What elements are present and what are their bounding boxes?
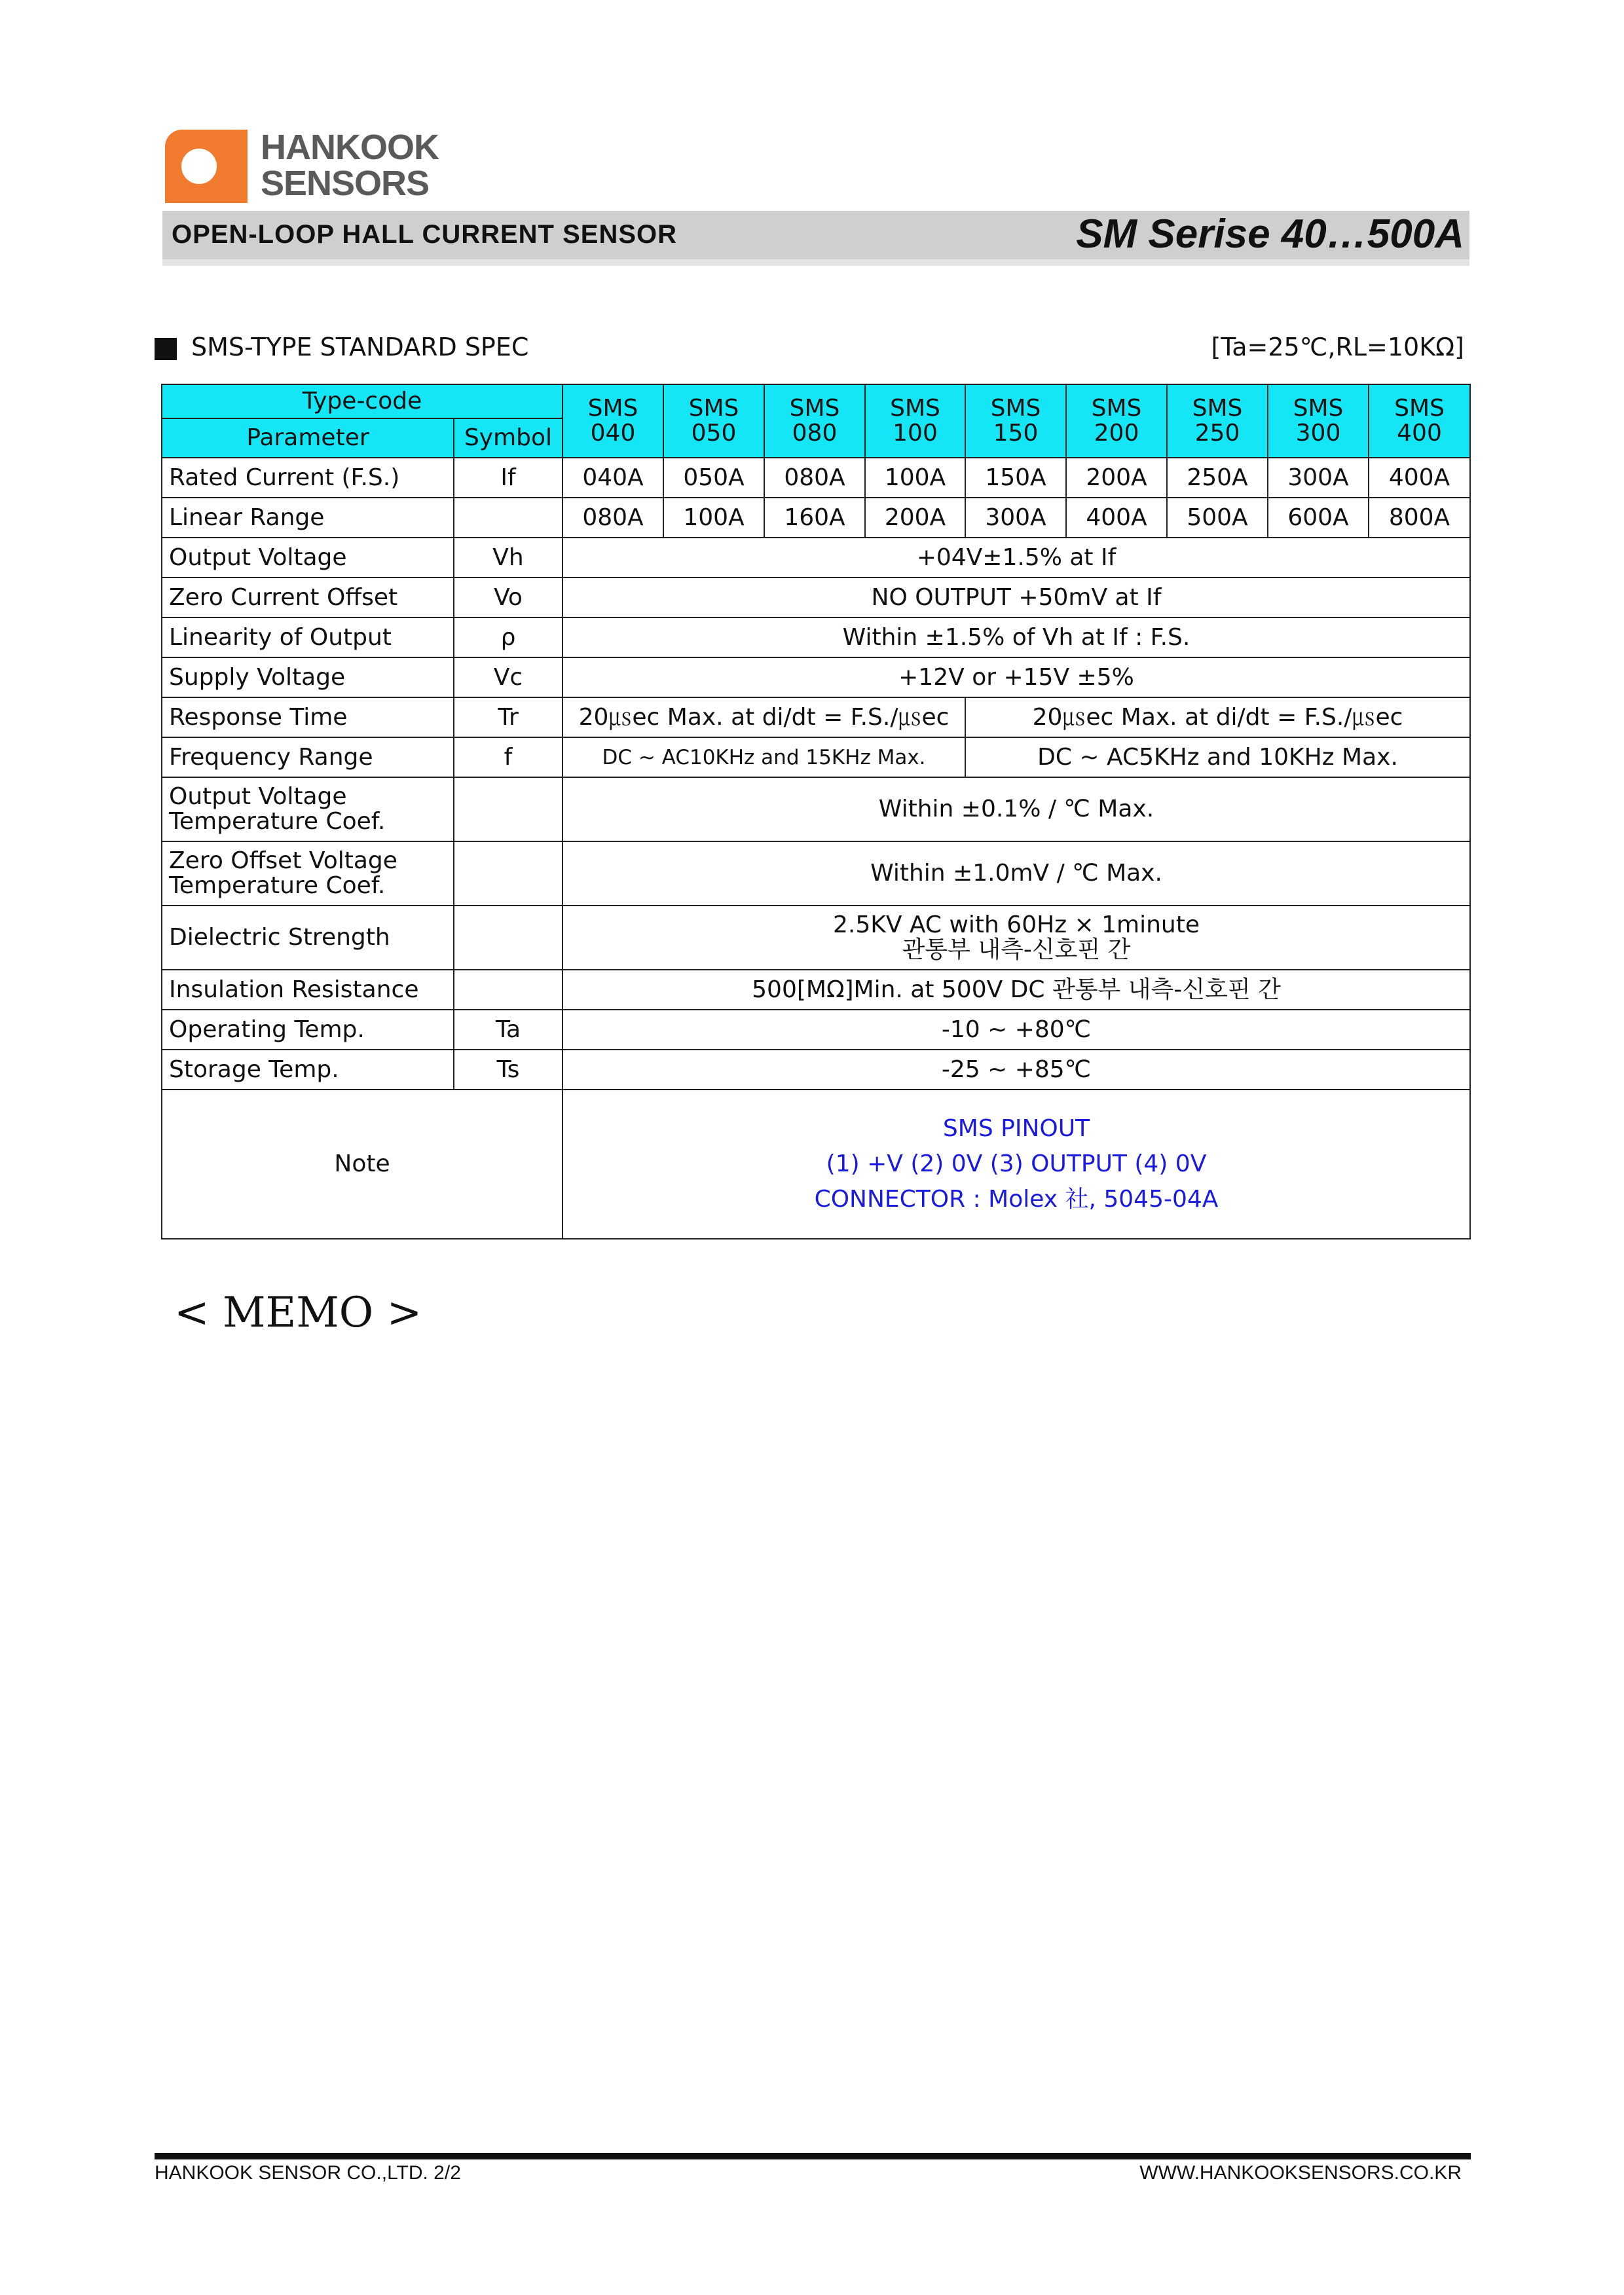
value-cell: 160A [764, 498, 865, 538]
value-cell: 050A [663, 458, 764, 498]
symbol-cell: Ts [454, 1050, 563, 1090]
value-cell: 100A [865, 458, 965, 498]
table-row [162, 657, 1470, 697]
memo-heading: < MEMO > [174, 1289, 422, 1337]
model-header: SMS 040 [563, 384, 663, 458]
value-cell: 300A [1268, 458, 1369, 498]
symbol-cell: Tr [454, 697, 563, 737]
parameter-label: Parameter [162, 418, 454, 458]
company-logo [165, 130, 447, 203]
value-cell: Within ±0.1% / ℃ Max. [563, 777, 1470, 841]
section-header [155, 333, 1464, 365]
value-cell: +12V or +15V ±5% [563, 657, 1470, 697]
value-cell: -10 ~ +80℃ [563, 1010, 1470, 1050]
table-row [162, 538, 1470, 578]
table-row [162, 970, 1470, 1010]
param-cell: Linearity of Output [162, 617, 454, 657]
param-cell: Zero Current Offset [162, 578, 454, 617]
brand-line2: SENSORS [261, 164, 430, 203]
test-conditions: [Ta=25℃,RL=10KΩ] [1211, 333, 1464, 361]
table-row [162, 578, 1470, 617]
symbol-cell [454, 498, 563, 538]
value-cell: 250A [1167, 458, 1268, 498]
bullet-square-icon [155, 338, 177, 360]
param-cell: Output Voltage [162, 538, 454, 578]
value-cell: DC ~ AC10KHz and 15KHz Max. [563, 737, 965, 777]
symbol-cell [454, 970, 563, 1010]
footer-website: WWW.HANKOOKSENSORS.CO.KR [1139, 2162, 1462, 2184]
product-category: OPEN-LOOP HALL CURRENT SENSOR [172, 220, 678, 249]
value-cell: 2.5KV AC with 60Hz × 1minute 관통부 내측-신호핀 간 [563, 906, 1470, 970]
table-row [162, 697, 1470, 737]
pinout-list: (1) +V (2) 0V (3) OUTPUT (4) 0V [826, 1150, 1207, 1177]
param-cell: Operating Temp. [162, 1010, 454, 1050]
note-content [563, 1090, 1470, 1239]
param-cell: Supply Voltage [162, 657, 454, 697]
value-cell: 150A [965, 458, 1066, 498]
model-header: SMS 250 [1167, 384, 1268, 458]
table-row [162, 737, 1470, 777]
value-cell: -25 ~ +85℃ [563, 1050, 1470, 1090]
symbol-cell: If [454, 458, 563, 498]
value-cell: 20㎲ec Max. at di/dt = F.S./㎲ec [965, 697, 1470, 737]
pinout-title: SMS PINOUT [942, 1115, 1090, 1142]
spec-table [161, 384, 1471, 1239]
value-cell: 400A [1369, 458, 1470, 498]
value-cell: 400A [1066, 498, 1167, 538]
table-row [162, 1050, 1470, 1090]
table-row [162, 777, 1470, 841]
logo-mark-icon [165, 130, 248, 203]
model-header: SMS 400 [1369, 384, 1470, 458]
param-cell: Dielectric Strength [162, 906, 454, 970]
table-row [162, 498, 1470, 538]
param-cell: Insulation Resistance [162, 970, 454, 1010]
connector-info: CONNECTOR : Molex 社, 5045-04A [814, 1186, 1219, 1213]
series-title: SM Serise 40…500A [1076, 211, 1464, 257]
model-header: SMS 200 [1066, 384, 1167, 458]
param-cell: Storage Temp. [162, 1050, 454, 1090]
symbol-cell: Ta [454, 1010, 563, 1050]
value-cell: 200A [865, 498, 965, 538]
value-cell: NO OUTPUT +50mV at If [563, 578, 1470, 617]
footer-company: HANKOOK SENSOR CO.,LTD. 2/2 [155, 2162, 461, 2184]
symbol-cell: Vc [454, 657, 563, 697]
value-cell: 20㎲ec Max. at di/dt = F.S./㎲ec [563, 697, 965, 737]
value-cell: DC ~ AC5KHz and 10KHz Max. [965, 737, 1470, 777]
param-cell: Output Voltage Temperature Coef. [162, 777, 454, 841]
value-cell: 600A [1268, 498, 1369, 538]
value-cell: 800A [1369, 498, 1470, 538]
symbol-cell [454, 841, 563, 906]
model-header: SMS 080 [764, 384, 865, 458]
value-cell: Within ±1.0mV / ℃ Max. [563, 841, 1470, 906]
value-cell: 200A [1066, 458, 1167, 498]
type-code-label: Type-code [162, 384, 563, 418]
section-title: SMS-TYPE STANDARD SPEC [191, 333, 529, 361]
symbol-label: Symbol [454, 418, 563, 458]
model-header: SMS 300 [1268, 384, 1369, 458]
model-header: SMS 150 [965, 384, 1066, 458]
table-row [162, 906, 1470, 970]
value-cell: 100A [663, 498, 764, 538]
symbol-cell [454, 906, 563, 970]
table-row [162, 1010, 1470, 1050]
symbol-cell: f [454, 737, 563, 777]
brand-line1: HANKOOK [261, 128, 439, 167]
footer-divider [155, 2153, 1471, 2159]
symbol-cell: Vh [454, 538, 563, 578]
value-cell: 080A [563, 498, 663, 538]
param-cell: Rated Current (F.S.) [162, 458, 454, 498]
symbol-cell [454, 777, 563, 841]
symbol-cell: ρ [454, 617, 563, 657]
param-cell: Zero Offset Voltage Temperature Coef. [162, 841, 454, 906]
value-cell: +04V±1.5% at If [563, 538, 1470, 578]
param-cell: Response Time [162, 697, 454, 737]
table-row [162, 841, 1470, 906]
note-label: Note [162, 1090, 563, 1239]
header-row-1 [162, 384, 1470, 418]
value-cell: Within ±1.5% of Vh at If : F.S. [563, 617, 1470, 657]
symbol-cell: Vo [454, 578, 563, 617]
title-bar [162, 211, 1469, 259]
model-header: SMS 100 [865, 384, 965, 458]
param-cell: Linear Range [162, 498, 454, 538]
value-cell: 040A [563, 458, 663, 498]
table-row [162, 617, 1470, 657]
param-cell: Frequency Range [162, 737, 454, 777]
note-row [162, 1090, 1470, 1239]
table-row [162, 458, 1470, 498]
value-cell: 080A [764, 458, 865, 498]
model-header: SMS 050 [663, 384, 764, 458]
value-cell: 500A [1167, 498, 1268, 538]
value-cell: 300A [965, 498, 1066, 538]
value-cell: 500[MΩ]Min. at 500V DC 관통부 내측-신호핀 간 [563, 970, 1470, 1010]
logo-text [261, 130, 439, 202]
